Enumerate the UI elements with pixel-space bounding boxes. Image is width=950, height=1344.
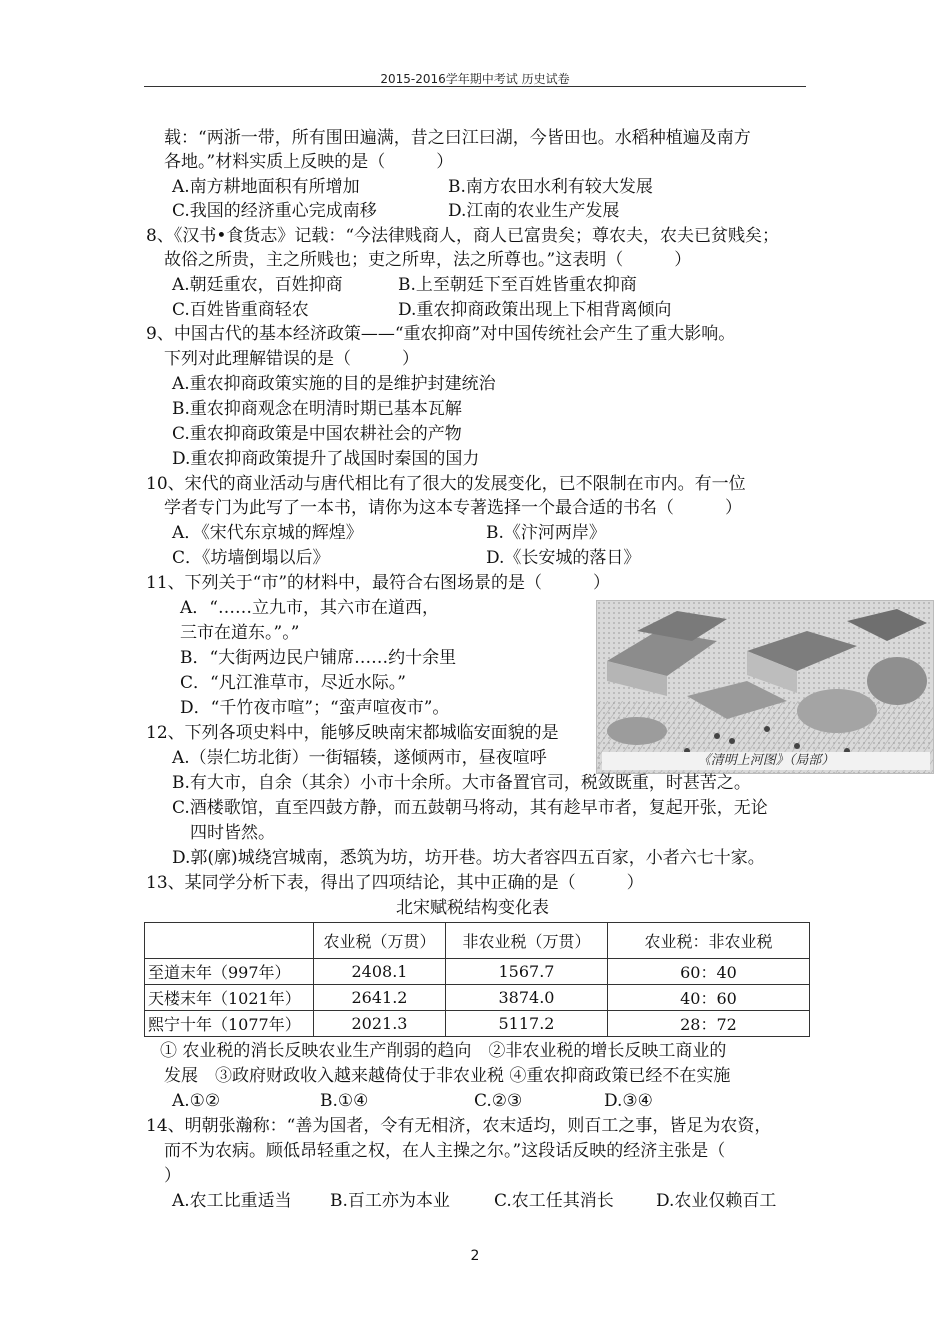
q13-option-b: B.①④ (320, 1091, 369, 1111)
table-title: 北宋赋税结构变化表 (396, 898, 549, 918)
q13-stem: 13、某同学分析下表，得出了四项结论，其中正确的是（ ） (146, 873, 644, 893)
q10-option-c: C．《坊墙倒塌以后》 (172, 548, 330, 568)
table-row (145, 985, 810, 1011)
table-cell: 5117.2 (446, 1011, 608, 1037)
tax-structure-table (144, 922, 810, 1037)
q8-stem-line-1: 8、《汉书•食货志》记载：“今法律贱商人，商人已富贵矣；尊农夫，农夫已贫贱矣； (146, 226, 780, 246)
table-row (145, 959, 810, 985)
table-cell: 40：60 (608, 985, 810, 1011)
table-cell: 至道末年（997年） (145, 959, 314, 985)
q13-option-a: A.①② (172, 1091, 221, 1111)
page-header: 2015-2016学年期中考试 历史试卷 (380, 72, 570, 86)
table-cell: 2641.2 (314, 985, 446, 1011)
q9-option-b: B.重农抑商观念在明清时期已基本瓦解 (172, 399, 462, 419)
q7-stem-line-2: 各地。”材料实质上反映的是（ ） (164, 152, 454, 172)
q12-option-c-line-2: 四时皆然。 (190, 823, 275, 843)
q9-stem-line-1: 9、中国古代的基本经济政策——“重农抑商”对中国传统社会产生了重大影响。 (146, 324, 736, 344)
table-header-cell: 农业税：非农业税 (608, 923, 810, 959)
table-header-cell (145, 923, 314, 959)
page-number: 2 (470, 1248, 480, 1264)
q11-option-a-line-1: A．“……立九市，其六市在道西， (180, 598, 439, 618)
q10-stem-line-1: 10、宋代的商业活动与唐代相比有了很大的发展变化，已不限制在市内。有一位 (146, 474, 746, 494)
table-header-cell: 农业税（万贯） (314, 923, 446, 959)
q11-option-d: D．“千竹夜市喧”；“蛮声喧夜市”。 (180, 698, 450, 718)
table-cell: 2408.1 (314, 959, 446, 985)
q8-option-b: B.上至朝廷下至百姓皆重农抑商 (398, 275, 637, 295)
q8-option-c: C.百姓皆重商轻农 (172, 300, 309, 320)
table-cell: 1567.7 (446, 959, 608, 985)
q9-option-a: A.重农抑商政策实施的目的是维护封建统治 (172, 374, 496, 394)
q7-option-b: B.南方农田水利有较大发展 (448, 177, 653, 197)
q12-stem: 12、下列各项史料中，能够反映南宋都城临安面貌的是 (146, 723, 559, 743)
painting-caption: 《清明上河图》（局部） (602, 752, 930, 770)
q10-option-b: B.《汴河两岸》 (486, 523, 606, 543)
q7-option-a: A.南方耕地面积有所增加 (172, 177, 360, 197)
table-cell: 28：72 (608, 1011, 810, 1037)
q12-option-c-line-1: C.酒楼歌馆，直至四鼓方静，而五鼓朝马将动，其有趁早市者，复起开张，无论 (172, 798, 768, 818)
q10-option-a: A．《宋代东京城的辉煌》 (172, 523, 363, 543)
q12-option-d: D.郭(廓)城绕宫城南，悉筑为坊，坊开巷。坊大者容四五百家，小者六七十家。 (172, 848, 765, 868)
table-cell: 3874.0 (446, 985, 608, 1011)
q8-stem-line-2: 故俗之所贵，主之所贱也；吏之所卑，法之所尊也。”这表明（ ） (164, 250, 692, 270)
q7-option-d: D.江南的农业生产发展 (448, 201, 620, 221)
q8-option-a: A.朝廷重农，百姓抑商 (172, 275, 343, 295)
q7-stem-line-1: 载：“两浙一带，所有围田遍满，昔之曰江曰湖，今皆田也。水稻种植遍及南方 (164, 128, 751, 148)
q14-stem-line-2: 而不为农病。顾低昂轻重之权，在人主操之尔。”这段话反映的经济主张是（ (164, 1141, 726, 1161)
q12-option-b: B.有大市，自余（其余）小市十余所。大市备置官司，税敛既重，时甚苦之。 (172, 773, 751, 793)
header-rule (144, 86, 806, 87)
q9-option-d: D.重农抑商政策提升了战国时秦国的国力 (172, 449, 480, 469)
q13-option-d: D.③④ (604, 1091, 653, 1111)
q9-option-c: C.重农抑商政策是中国农耕社会的产物 (172, 424, 462, 444)
q7-option-c: C.我国的经济重心完成南移 (172, 201, 377, 221)
q13-option-c: C.②③ (474, 1091, 523, 1111)
q13-statement-line-2: 发展 ③政府财政收入越来越倚仗于非农业税 ④重农抑商政策已经不在实施 (164, 1066, 731, 1086)
table-header-row (145, 923, 810, 959)
q14-option-c: C.农工任其消长 (494, 1191, 614, 1211)
table-cell: 熙宁十年（1077年） (145, 1011, 314, 1037)
q14-stem-line-1: 14、明朝张瀚称：“善为国者，令有无相济，农末适均，则百工之事，皆足为农资， (146, 1116, 772, 1136)
q11-option-b: B．“大街两边民户铺席……约十余里 (180, 648, 457, 668)
q14-stem-line-3: ） (164, 1166, 181, 1186)
q11-option-c: C．“凡江淮草市，尽近水际。” (180, 673, 406, 693)
q14-option-a: A.农工比重适当 (172, 1191, 292, 1211)
q8-option-d: D.重农抑商政策出现上下相背离倾向 (398, 300, 672, 320)
q13-statement-line-1: ① 农业税的消长反映农业生产削弱的趋向 ②非农业税的增长反映工商业的 (160, 1041, 727, 1061)
q11-stem: 11、下列关于“市”的材料中，最符合右图场景的是（ ） (146, 573, 611, 593)
q9-stem-line-2: 下列对此理解错误的是（ ） (164, 349, 419, 369)
table-header-cell: 非农业税（万贯） (446, 923, 608, 959)
q14-option-d: D.农业仅赖百工 (656, 1191, 777, 1211)
table-cell: 2021.3 (314, 1011, 446, 1037)
q10-stem-line-2: 学者专门为此写了一本书，请你为这本专著选择一个最合适的书名（ ） (164, 498, 742, 518)
table-cell: 60：40 (608, 959, 810, 985)
table-cell: 天楼末年（1021年） (145, 985, 314, 1011)
q14-option-b: B.百工亦为本业 (330, 1191, 450, 1211)
qingming-painting-image (596, 600, 934, 774)
q11-option-a-line-2: 三市在道东。”。” (180, 623, 300, 643)
table-row (145, 1011, 810, 1037)
q12-option-a: A.（崇仁坊北街）一街辐辏，遂倾两市，昼夜喧呼 (172, 748, 547, 768)
q10-option-d: D.《长安城的落日》 (486, 548, 641, 568)
